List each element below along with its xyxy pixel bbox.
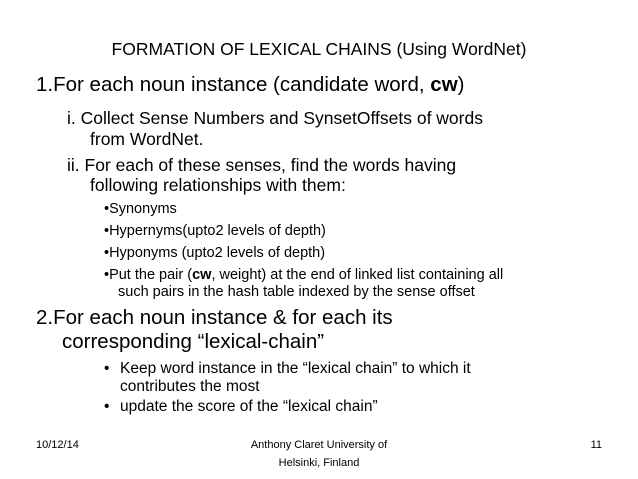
bullet-put-bold: cw bbox=[192, 267, 212, 283]
footer-institution-line-1: Anthony Claret University of bbox=[250, 439, 388, 451]
bullet-put-suffix: , weight) at the end of linked list containing all bbox=[211, 267, 504, 283]
step-2-bullet-2-marker: • bbox=[104, 398, 110, 415]
bullet-put-prefix: •Put the pair ( bbox=[104, 267, 193, 283]
step-1-suffix: ) bbox=[457, 73, 465, 96]
bullet-synonyms: •Synonyms bbox=[104, 201, 177, 217]
step-1-text: 1.For each noun instance (candidate word, bbox=[36, 73, 431, 96]
footer-date: 10/12/14 bbox=[36, 439, 79, 451]
sub-item-ii-line-2: following relationships with them: bbox=[90, 175, 346, 195]
bullet-put-pair bbox=[104, 267, 503, 284]
step-2-bullet-1-line-1: Keep word instance in the “lexical chain” to which it bbox=[120, 360, 471, 377]
step-2-bullet-1-marker: • bbox=[104, 360, 110, 377]
step-2-line-2: corresponding “lexical-chain” bbox=[62, 330, 325, 353]
slide-title: FORMATION OF LEXICAL CHAINS (Using WordNet) bbox=[111, 39, 527, 59]
step-1-heading bbox=[36, 73, 464, 97]
footer-page-number: 11 bbox=[590, 439, 602, 451]
bullet-hypernyms: •Hypernyms(upto2 levels of depth) bbox=[104, 223, 326, 239]
step-1-bold: cw bbox=[430, 73, 458, 96]
sub-item-i-line-1: i. Collect Sense Numbers and SynsetOffsets of words bbox=[67, 108, 483, 128]
step-2-line-1: 2.For each noun instance & for each its bbox=[36, 306, 393, 329]
sub-item-ii-line-1: ii. For each of these senses, find the words having bbox=[67, 155, 457, 175]
step-2-bullet-2: update the score of the “lexical chain” bbox=[120, 398, 378, 415]
sub-item-i-line-2: from WordNet. bbox=[90, 129, 204, 149]
step-2-bullet-1-line-2: contributes the most bbox=[120, 378, 260, 395]
footer-institution-line-2: Helsinki, Finland bbox=[278, 457, 360, 469]
bullet-put-line-2: such pairs in the hash table indexed by the sense offset bbox=[118, 284, 475, 300]
bullet-hyponyms: •Hyponyms (upto2 levels of depth) bbox=[104, 245, 326, 261]
